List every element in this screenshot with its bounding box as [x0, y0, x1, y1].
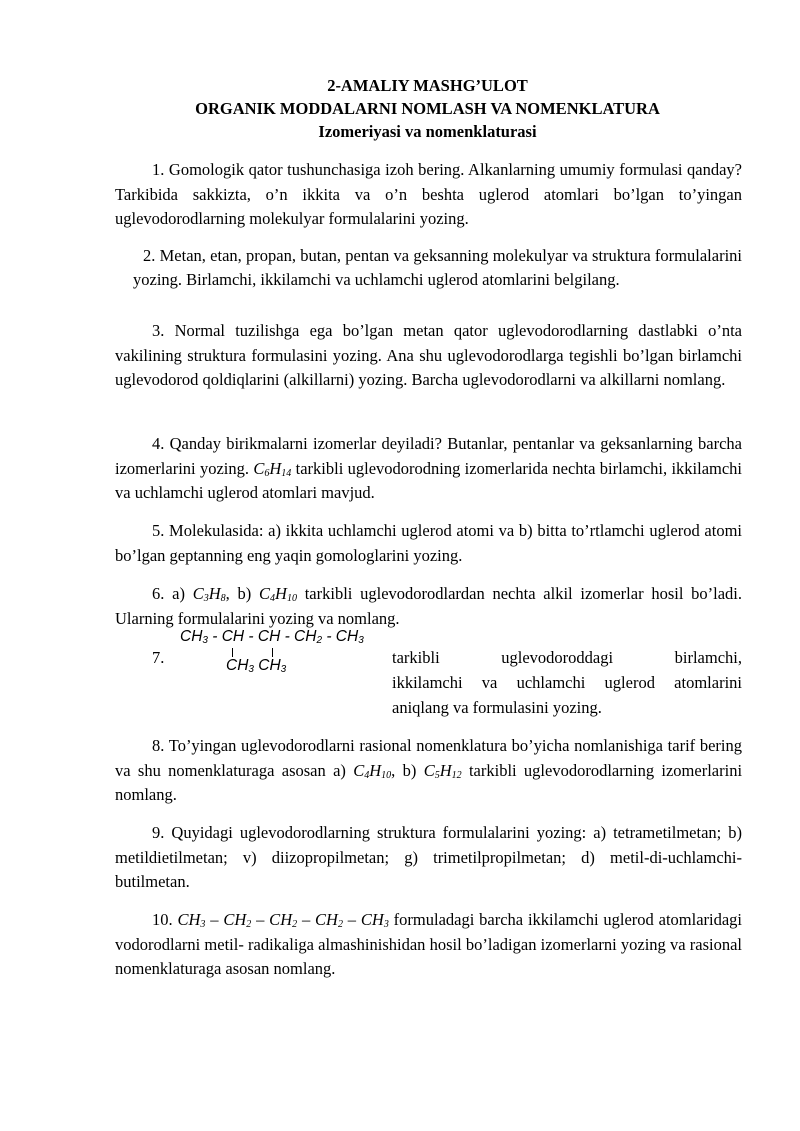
task-10-text-a: 10. [152, 910, 173, 929]
task-7-text-rest: ikkilamchi va uchlamchi uglerod atomlarini aniqlang va formulasini yozing. [392, 673, 742, 717]
task-7-text-line-1: tarkibli uglevodoroddagi birlamchi, [392, 648, 742, 667]
bond-line-1 [232, 648, 233, 657]
structural-formula-task-7 [170, 628, 400, 688]
task-7-text [392, 645, 742, 720]
header-line-1: 2-AMALIY MASHG’ULOT [327, 76, 528, 95]
task-10-text-b: formuladagi barcha ikkilamchi uglerod atomlaridagi vodorodlarni metil- radikaliga almashinishidan hosil bo’ladigan izomerlarni yozing va rasional nomenklaturaga asosan nomlang. [115, 910, 743, 978]
formula-pentane-chain: $CH_3 - CH_2 - CH_2 - CH_2 - CH_3$ [177, 910, 389, 930]
task-6-text-b: , b) [225, 584, 252, 603]
header-line-2: ORGANIK MODDALARNI NOMLASH VA NOMENKLATURA [195, 99, 660, 118]
formula-c4h10-b: $C_4H_{10}$ [353, 760, 392, 781]
formula-main-chain: $CH_3$ - CH - CH - $CH_2 - CH_3$ [180, 628, 364, 646]
task-9: 9. Quyidagi uglevodorodlarning struktura formulalarini yozing: a) tetrametilmetan; b) metildietilmetan; v) diizopropilmetan; g) trimetilpropilmetan; d) metil-di-uchlamchi-butilmetan. [115, 823, 742, 891]
bond-line-2 [272, 648, 273, 657]
task-10 [115, 908, 742, 982]
formula-branches: $CH_3$ $CH_3$ [226, 657, 287, 675]
task-7-number: 7. [152, 648, 165, 667]
formula-c6h14: $C_6H_{14}$ [253, 458, 292, 479]
formula-c3h8: $C_3H_8$ [192, 584, 226, 604]
header-line-3: Izomeriyasi va nomenklaturasi [318, 122, 537, 141]
task-8 [115, 734, 742, 808]
task-4-text-a: 4. Qanday birikmalarni izomerlar deyiladi? Butanlar, pentanlar va geksanlarning barcha izomerlarini yozing. [115, 434, 742, 478]
formula-c4h10: $C_4H_{10}$ [259, 584, 297, 604]
task-5: 5. Molekulasida: a) ikkita uchlamchi uglerod atomi va b) bitta to’rtlamchi uglerod atomi bo’lgan geptanning eng yaqin gomologlarini yozing. [115, 521, 742, 565]
task-8-text-a: 8. To’yingan uglevodorodlarni rasional nomenklatura bo’yicha nomlanishiga tarif bering va shu nomenklaturaga asosan a) [115, 736, 742, 780]
task-4-text-b: tarkibli uglevodorodning izomerlarida nechta birlamchi, ikkilamchi va uchlamchi uglerod atomlari mavjud. [115, 458, 743, 502]
task-8-text-b: , b) [391, 760, 417, 780]
task-8-text-c: tarkibli uglevodorodlarning izomerlarini nomlang. [115, 760, 743, 804]
task-6-text-c: tarkibli uglevodorodlardan nechta alkil izomerlar hosil bo’ladi. Ularning formulalarini yozing va nomlang. [115, 584, 743, 628]
task-2: 2. Metan, etan, propan, butan, pentan va geksanning molekulyar va struktura formulalarini yozing. Birlamchi, ikkilamchi va uchlamchi uglerod atomlarini belgilang. [133, 246, 742, 289]
task-6-text-a: 6. a) [152, 584, 185, 603]
task-1: 1. Gomologik qator tushunchasiga izoh bering. Alkanlarning umumiy formulasi qanday? Tarkibida sakkizta, o’n ikkita va o’n beshta uglerod atomlari bo’lgan to’yingan uglevodorodlarning molekulyar formulalarini yozing. [115, 160, 742, 228]
task-6 [115, 582, 742, 631]
formula-c5h12: $C_5H_{12}$ [423, 760, 462, 781]
task-3: 3. Normal tuzilishga ega bo’lgan metan qator uglevodorodlarning dastlabki o’nta vakilining struktura formulasini yozing. Ana shu uglevodorodlarga tegishli bo’lgan birlamchi uglevodorod qoldiqlarini (alkillarni) yozing. Barcha uglevodorodlarni va alkillarni nomlang. [115, 321, 742, 389]
task-4 [115, 432, 742, 506]
